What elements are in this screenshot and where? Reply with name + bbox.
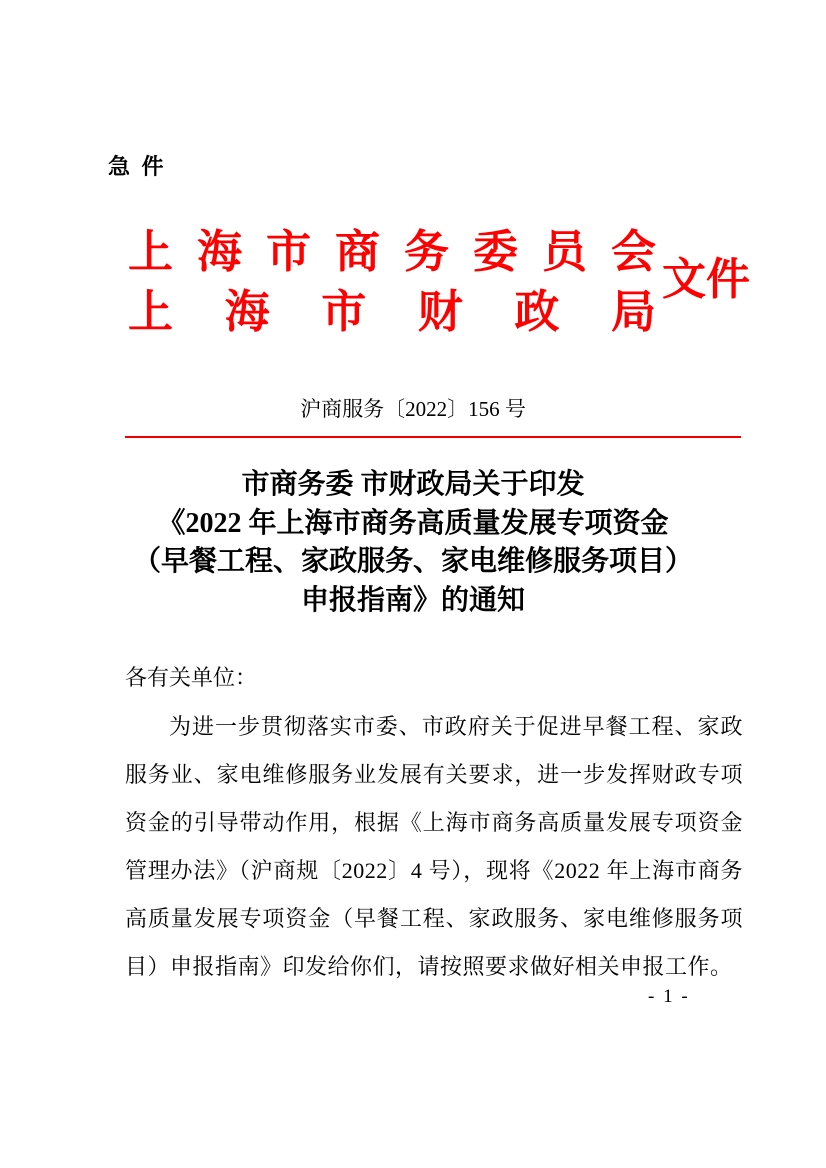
document-reference-number: 沪商服务〔2022〕156 号: [300, 397, 526, 421]
document-title: [63, 466, 763, 620]
salutation: 各有关单位：: [125, 665, 258, 690]
body-paragraph: 为进一步贯彻落实市委、市政府关于促进早餐工程、家政服务业、家电维修服务业发展有关要求，进一步发挥财政专项资金的引导带动作用，根据《上海市商务高质量发展专项资金管理办法》（沪商规〔2022〕4 号），现将《2022 年上海市商务高质量发展专项资金（早餐工程、家政服务、家电维修服务项目）申报指南》印发给你们，请按照要求做好相关申报工作。: [125, 714, 743, 979]
issuing-agency-line-2: 上 海 市 财 政 局: [128, 287, 656, 337]
title-line-1: 市商务委 市财政局关于印发: [241, 469, 585, 500]
title-line-4: 申报指南》的通知: [300, 584, 525, 616]
page-number: - 1 -: [648, 986, 690, 1007]
red-separator-line: [125, 436, 741, 438]
document-word-label: 文件: [662, 255, 750, 304]
urgency-label: 急 件: [108, 154, 166, 179]
title-line-2: 《2022 年上海市商务高质量发展专项资金: [157, 507, 669, 539]
red-letterhead: [128, 222, 656, 342]
title-line-3: （早餐工程、家政服务、家电维修服务项目）: [132, 546, 693, 577]
issuing-agency-line-1: 上 海 市 商 务 委 员 会: [128, 227, 656, 277]
